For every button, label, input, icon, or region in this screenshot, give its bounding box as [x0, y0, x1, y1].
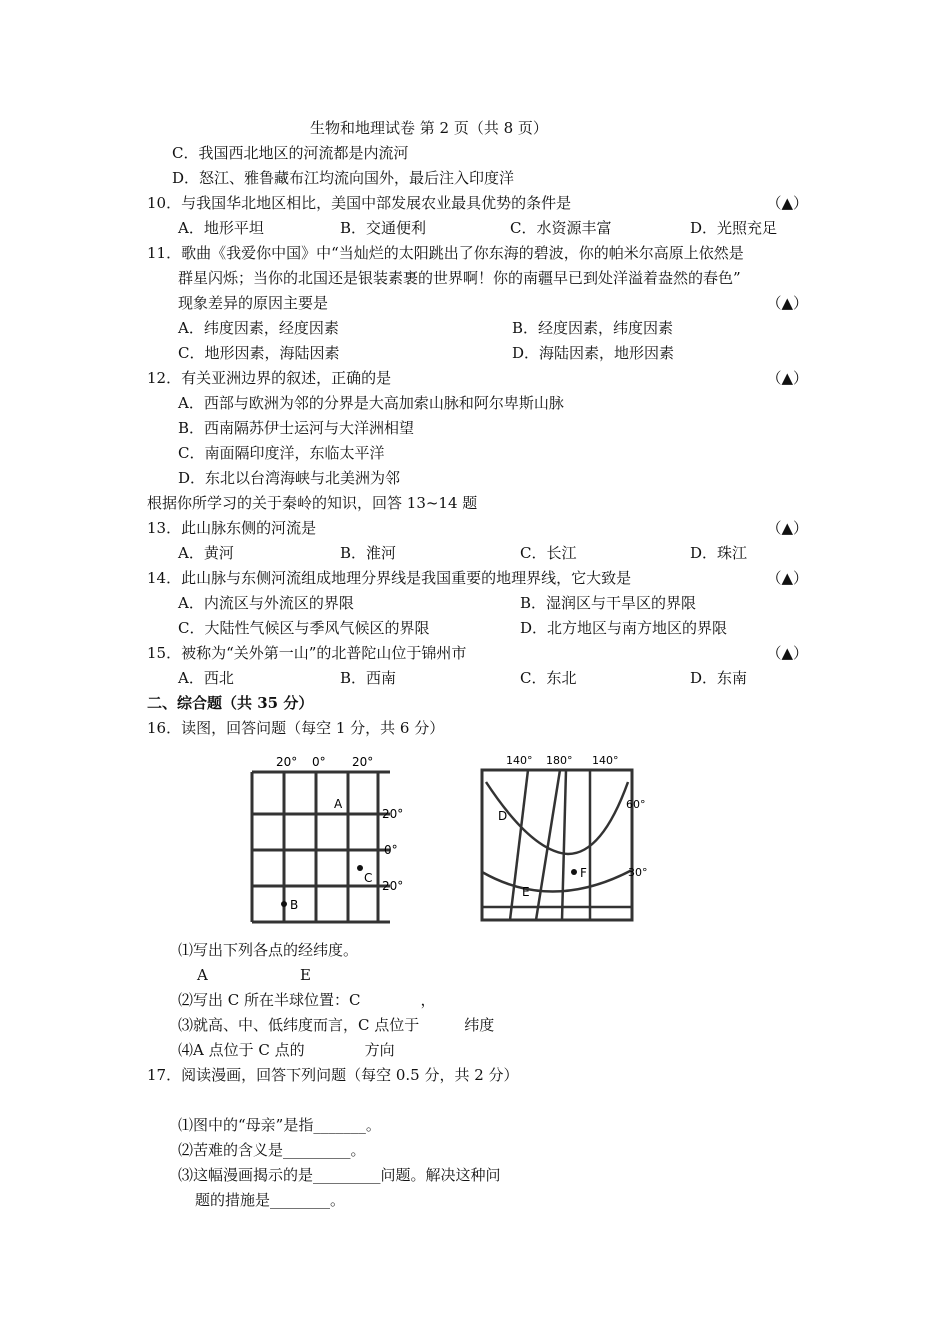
map2-lon-label-2: 180° [546, 754, 573, 767]
q17-sub3-line2: 题的措施是________。 [195, 1191, 346, 1209]
q12-option-d: D．东北以台湾海峡与北美洲为邻 [178, 469, 401, 487]
map1-lon-label-2: 0° [312, 755, 326, 769]
q11-option-b: B．经度因素，纬度因素 [512, 319, 674, 337]
q15-answer-mark: （▲） [766, 644, 808, 662]
q11-stem-line1: 11．歌曲《我爱你中国》中“当灿烂的太阳跳出了你东海的碧波，你的帕米尔高原上依然是 [147, 244, 744, 262]
q14-option-d: D．北方地区与南方地区的界限 [520, 619, 728, 637]
q14-option-b: B．湿润区与干旱区的界限 [520, 594, 697, 612]
map2-lon-label-1: 140° [506, 754, 533, 767]
q11-answer-mark: （▲） [766, 294, 808, 312]
q9-option-c: C．我国西北地区的河流都是内流河 [172, 144, 409, 162]
q13-option-a: A．黄河 [178, 544, 234, 562]
q15-option-c: C．东北 [520, 669, 577, 687]
intro-13-14: 根据你所学习的关于秦岭的知识，回答 13~14 题 [147, 494, 478, 512]
q16-stem: 16．读图，回答问题（每空 1 分，共 6 分） [147, 719, 445, 737]
map2-point-f-label: F [580, 866, 587, 880]
q11-stem-line2: 群星闪烁；当你的北国还是银装素裹的世界啊！你的南疆早已到处洋溢着盎然的春色” [178, 269, 741, 287]
q13-stem: 13．此山脉东侧的河流是 [147, 519, 317, 537]
map1-lon-label-1: 20° [276, 755, 298, 769]
map2-lat-label-1: 60° [626, 798, 646, 811]
q10-option-a: A．地形平坦 [178, 219, 264, 237]
q17-sub1: ⑴图中的“母亲”是指_______。 [178, 1116, 381, 1134]
map2-point-d-label: D [498, 809, 508, 823]
q14-stem: 14．此山脉与东侧河流组成地理分界线是我国重要的地理界线，它大致是 [147, 569, 632, 587]
map1-point-c [357, 865, 363, 871]
q9-option-d: D．怒江、雅鲁藏布江均流向国外，最后注入印度洋 [172, 169, 515, 187]
q15-option-d: D．东南 [690, 669, 748, 687]
q12-stem: 12．有关亚洲边界的叙述，正确的是 [147, 369, 392, 387]
q16-sub1-a-label: A [197, 966, 208, 984]
map1-point-b-label: B [290, 898, 299, 912]
q10-answer-mark: （▲） [766, 194, 808, 212]
q16-sub4: ⑷A 点位于 C 点的 方向 [178, 1041, 395, 1059]
q11-option-c: C．地形因素，海陆因素 [178, 344, 340, 362]
map2-point-f [571, 869, 577, 875]
q15-option-b: B．西南 [340, 669, 397, 687]
q14-option-c: C．大陆性气候区与季风气候区的界限 [178, 619, 430, 637]
q11-stem-line3: 现象差异的原因主要是 [178, 294, 329, 312]
map1-lat-label-2: 0° [384, 843, 398, 857]
q12-option-a: A．西部与欧洲为邻的分界是大高加索山脉和阿尔卑斯山脉 [178, 394, 564, 412]
q13-answer-mark: （▲） [766, 519, 808, 537]
q14-option-a: A．内流区与外流区的界限 [178, 594, 354, 612]
q11-option-a: A．纬度因素，经度因素 [178, 319, 339, 337]
q14-answer-mark: （▲） [766, 569, 808, 587]
q16-grid-map [240, 742, 410, 932]
q12-option-b: B．西南隔苏伊士运河与大洋洲相望 [178, 419, 415, 437]
q10-option-d: D．光照充足 [690, 219, 778, 237]
q12-option-c: C．南面隔印度洋，东临太平洋 [178, 444, 385, 462]
q17-sub2: ⑵苦难的含义是_________。 [178, 1141, 366, 1159]
q13-option-c: C．长江 [520, 544, 577, 562]
map2-point-e-label: E [522, 885, 530, 899]
q13-option-b: B．淮河 [340, 544, 397, 562]
q16-sub1: ⑴写出下列各点的经纬度。 [178, 941, 359, 959]
map1-lat-label-3: 20° [382, 879, 404, 893]
q13-option-d: D．珠江 [690, 544, 748, 562]
q15-option-a: A．西北 [178, 669, 234, 687]
section-2-title: 二、综合题（共 35 分） [147, 694, 314, 712]
q15-stem: 15．被称为“关外第一山”的北普陀山位于锦州市 [147, 644, 467, 662]
map2-lat-label-2: 30° [628, 866, 648, 879]
page-header: 生物和地理试卷 第 2 页（共 8 页） [310, 119, 548, 137]
q10-option-b: B．交通便利 [340, 219, 427, 237]
q16-sub2: ⑵写出 C 所在半球位置：C ， [178, 991, 436, 1009]
q16-sub1-e-label: E [300, 966, 311, 984]
map1-point-a-label: A [334, 797, 343, 811]
q16-polar-map [462, 742, 662, 932]
map1-point-c-label: C [364, 871, 373, 885]
q11-option-d: D．海陆因素，地形因素 [512, 344, 675, 362]
map2-lon-label-3: 140° [592, 754, 619, 767]
q17-stem: 17．阅读漫画，回答下列问题（每空 0.5 分，共 2 分） [147, 1066, 519, 1084]
map1-lat-label-1: 20° [382, 807, 404, 821]
q16-sub3: ⑶就高、中、低纬度而言，C 点位于 纬度 [178, 1016, 495, 1034]
q17-sub3-line1: ⑶这幅漫画揭示的是_________问题。解决这种问 [178, 1166, 501, 1184]
map1-point-b [281, 901, 287, 907]
q12-answer-mark: （▲） [766, 369, 808, 387]
q10-stem: 10．与我国华北地区相比，美国中部发展农业最具优势的条件是 [147, 194, 572, 212]
q10-option-c: C．水资源丰富 [510, 219, 612, 237]
map1-lon-label-3: 20° [352, 755, 374, 769]
